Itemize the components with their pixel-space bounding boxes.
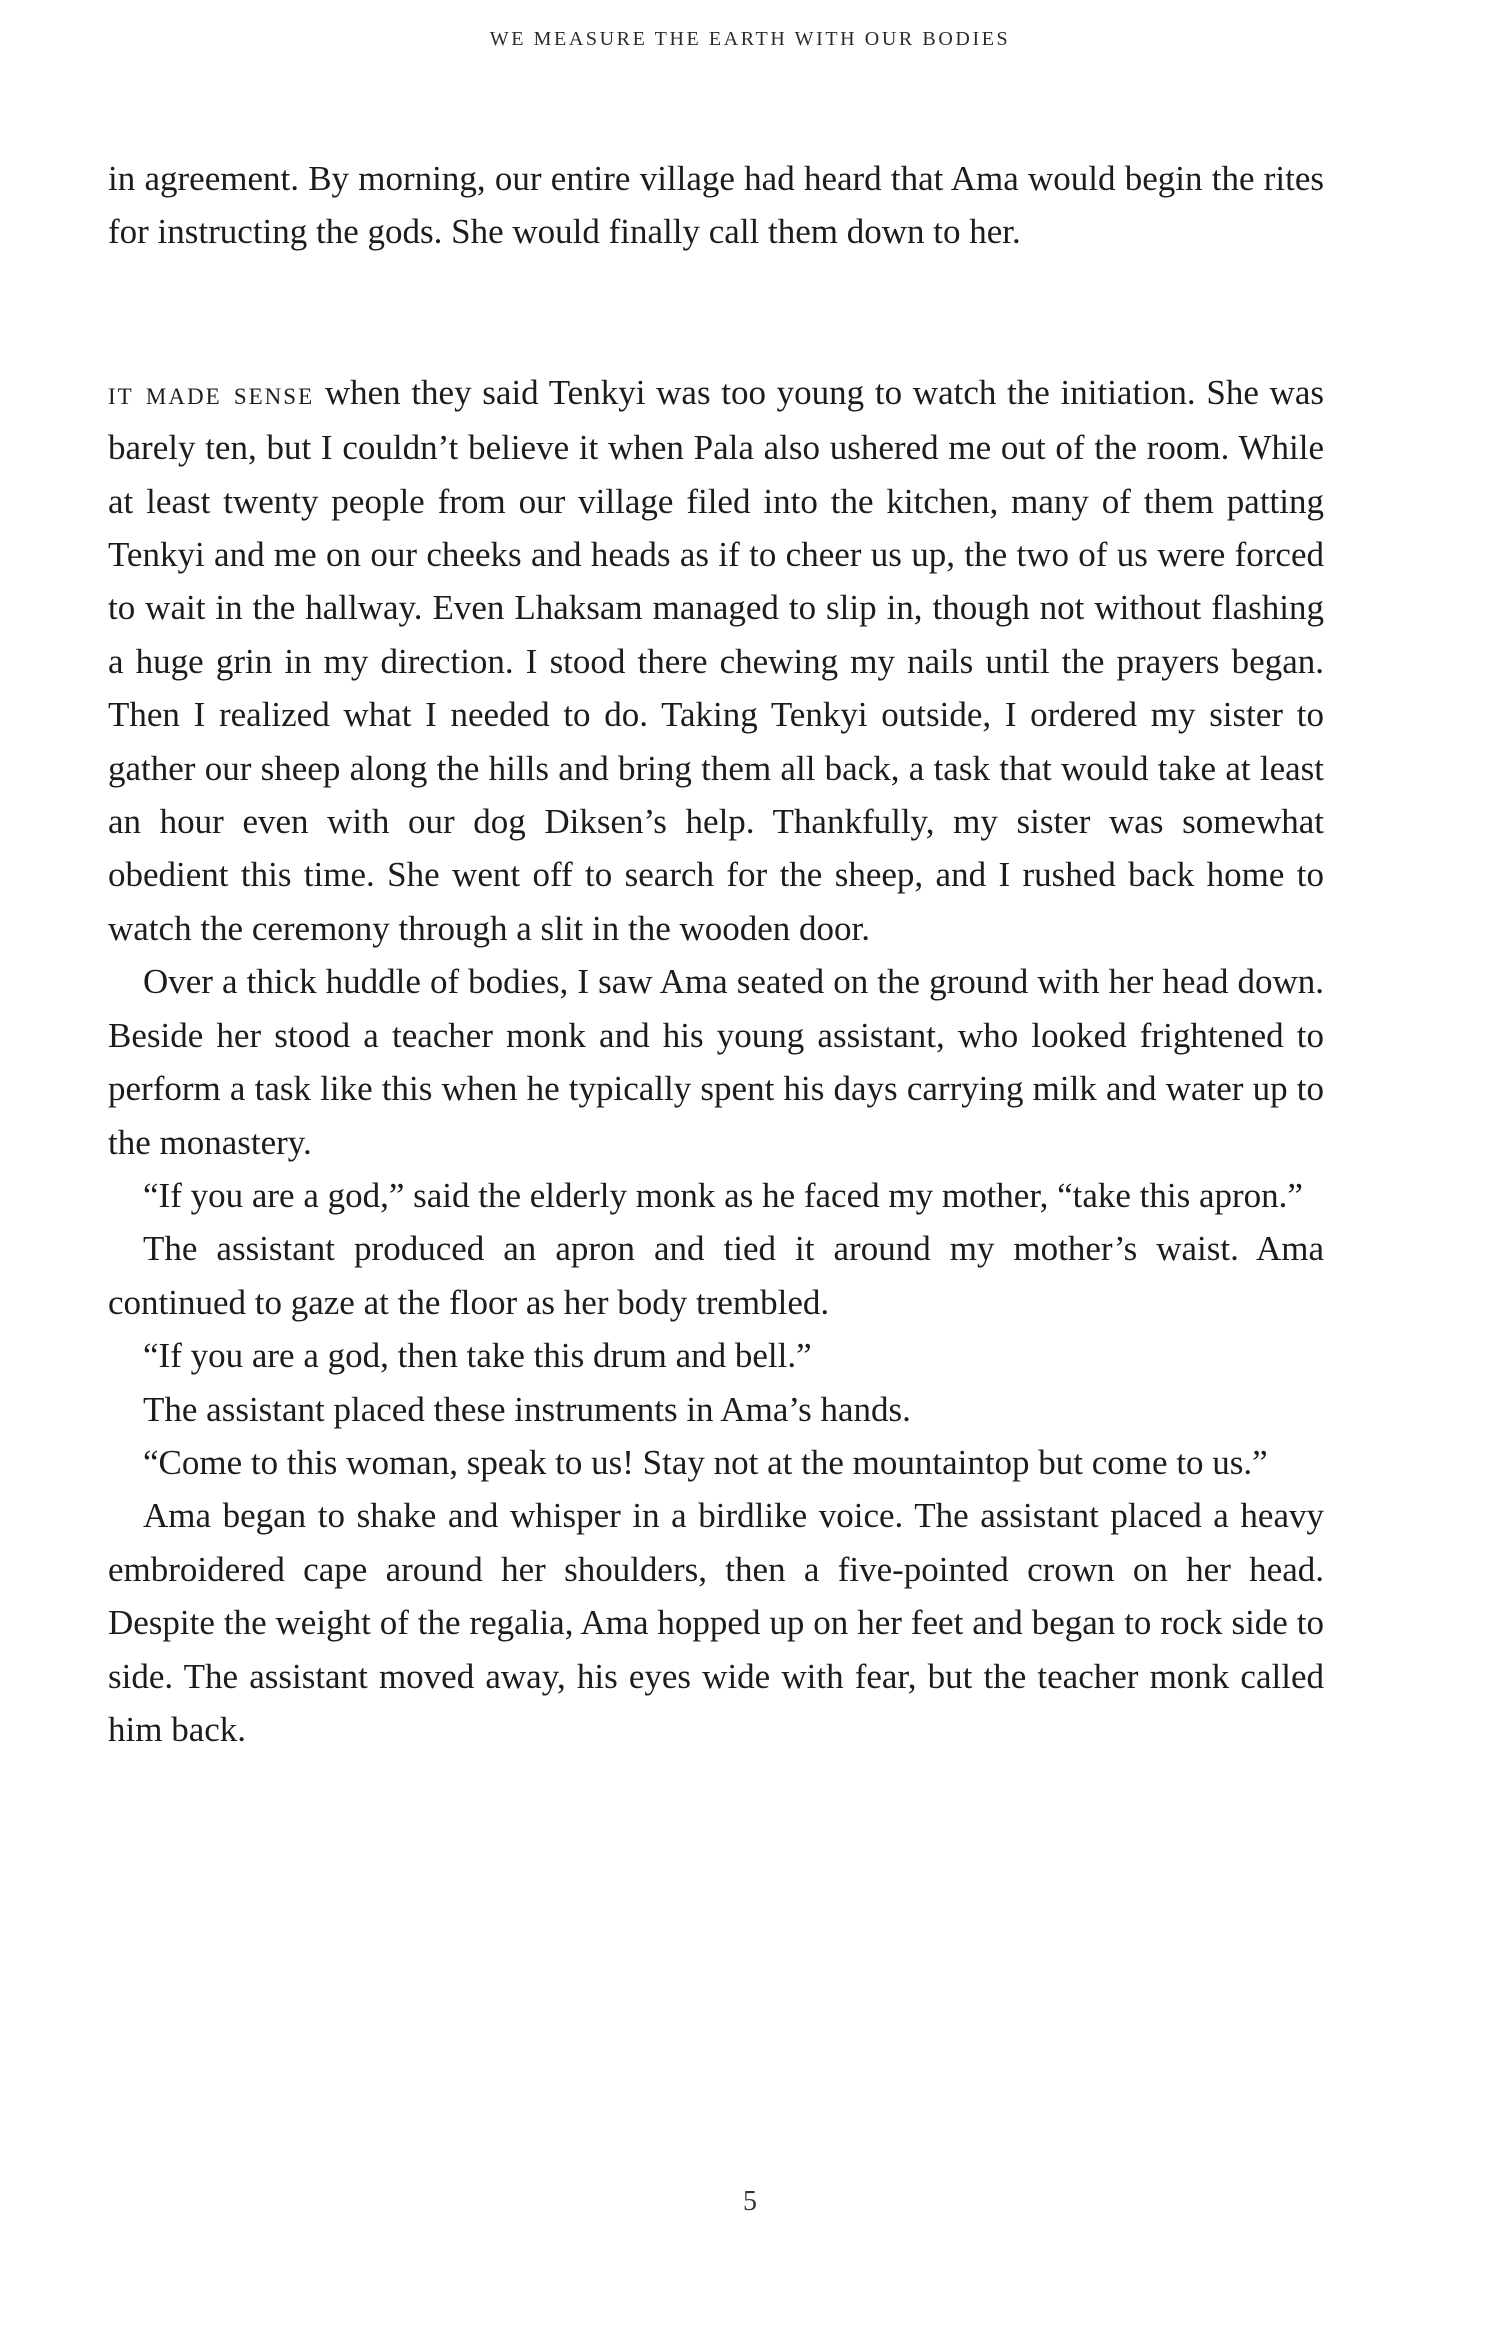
paragraph-drum-dialogue: “If you are a god, then take this drum and bell.” [143,1336,812,1376]
page-number: 5 [743,2186,757,2217]
section-lead-small-caps: it made sense [108,375,315,412]
paragraph-apron-tied: The assistant produced an apron and tied it around my mother’s waist. Ama continued to gaze at the floor as her body trembled. [108,1229,1324,1322]
paragraph-instruments: The assistant placed these instruments in Ama’s hands. [143,1389,911,1429]
paragraph-huddle: Over a thick huddle of bodies, I saw Ama seated on the ground with her head down. Beside her stood a teacher monk and his young assistant, who looked frightened to perform a task like this when he typically spent his days carrying milk and water up to the monastery. [108,962,1324,1162]
paragraph-section-start [108,366,1324,955]
paragraph-come-dialogue: “Come to this woman, speak to us! Stay not at the mountaintop but come to us.” [143,1442,1268,1482]
section-first-paragraph-text: when they said Tenkyi was too young to watch the initiation. She was barely ten, but I couldn’t believe it when Pala also ushered me out of the room. While at least twenty people from our village filed into the kitchen, many of them patting Tenkyi and me on our cheeks and heads as if to cheer us up, the two of us were forced to wait in the hallway. Even Lhaksam managed to slip in, though not without flashing a huge grin in my direction. I stood there chewing my nails until the prayers began. Then I realized what I needed to do. Taking Tenkyi outside, I ordered my sister to gather our sheep along the hills and bring them all back, a task that would take at least an hour even with our dog Diksen’s help. Thankfully, my sister was somewhat obedient this time. She went off to search for the sheep, and I rushed back home to watch the ceremony through a slit in the wooden door. [108,372,1324,948]
paragraph-ama-shakes: Ama began to shake and whisper in a birdlike voice. The assistant placed a heavy embroidered cape around her shoulders, then a five-pointed crown on her head. Despite the weight of the regalia, Ama hopped up on her feet and began to rock side to side. The assistant moved away, his eyes wide with fear, but the teacher monk called him back. [108,1496,1324,1749]
running-head: WE MEASURE THE EARTH WITH OUR BODIES [489,28,1011,50]
paragraph-1: in agreement. By morning, our entire village had heard that Ama would begin the rites for instructing the gods. She would finally call them down to her. [108,159,1324,252]
body-text [108,152,1324,1756]
paragraph-apron-dialogue: “If you are a god,” said the elderly monk as he faced my mother, “take this apron.” [143,1175,1303,1215]
section-break [108,259,1324,366]
